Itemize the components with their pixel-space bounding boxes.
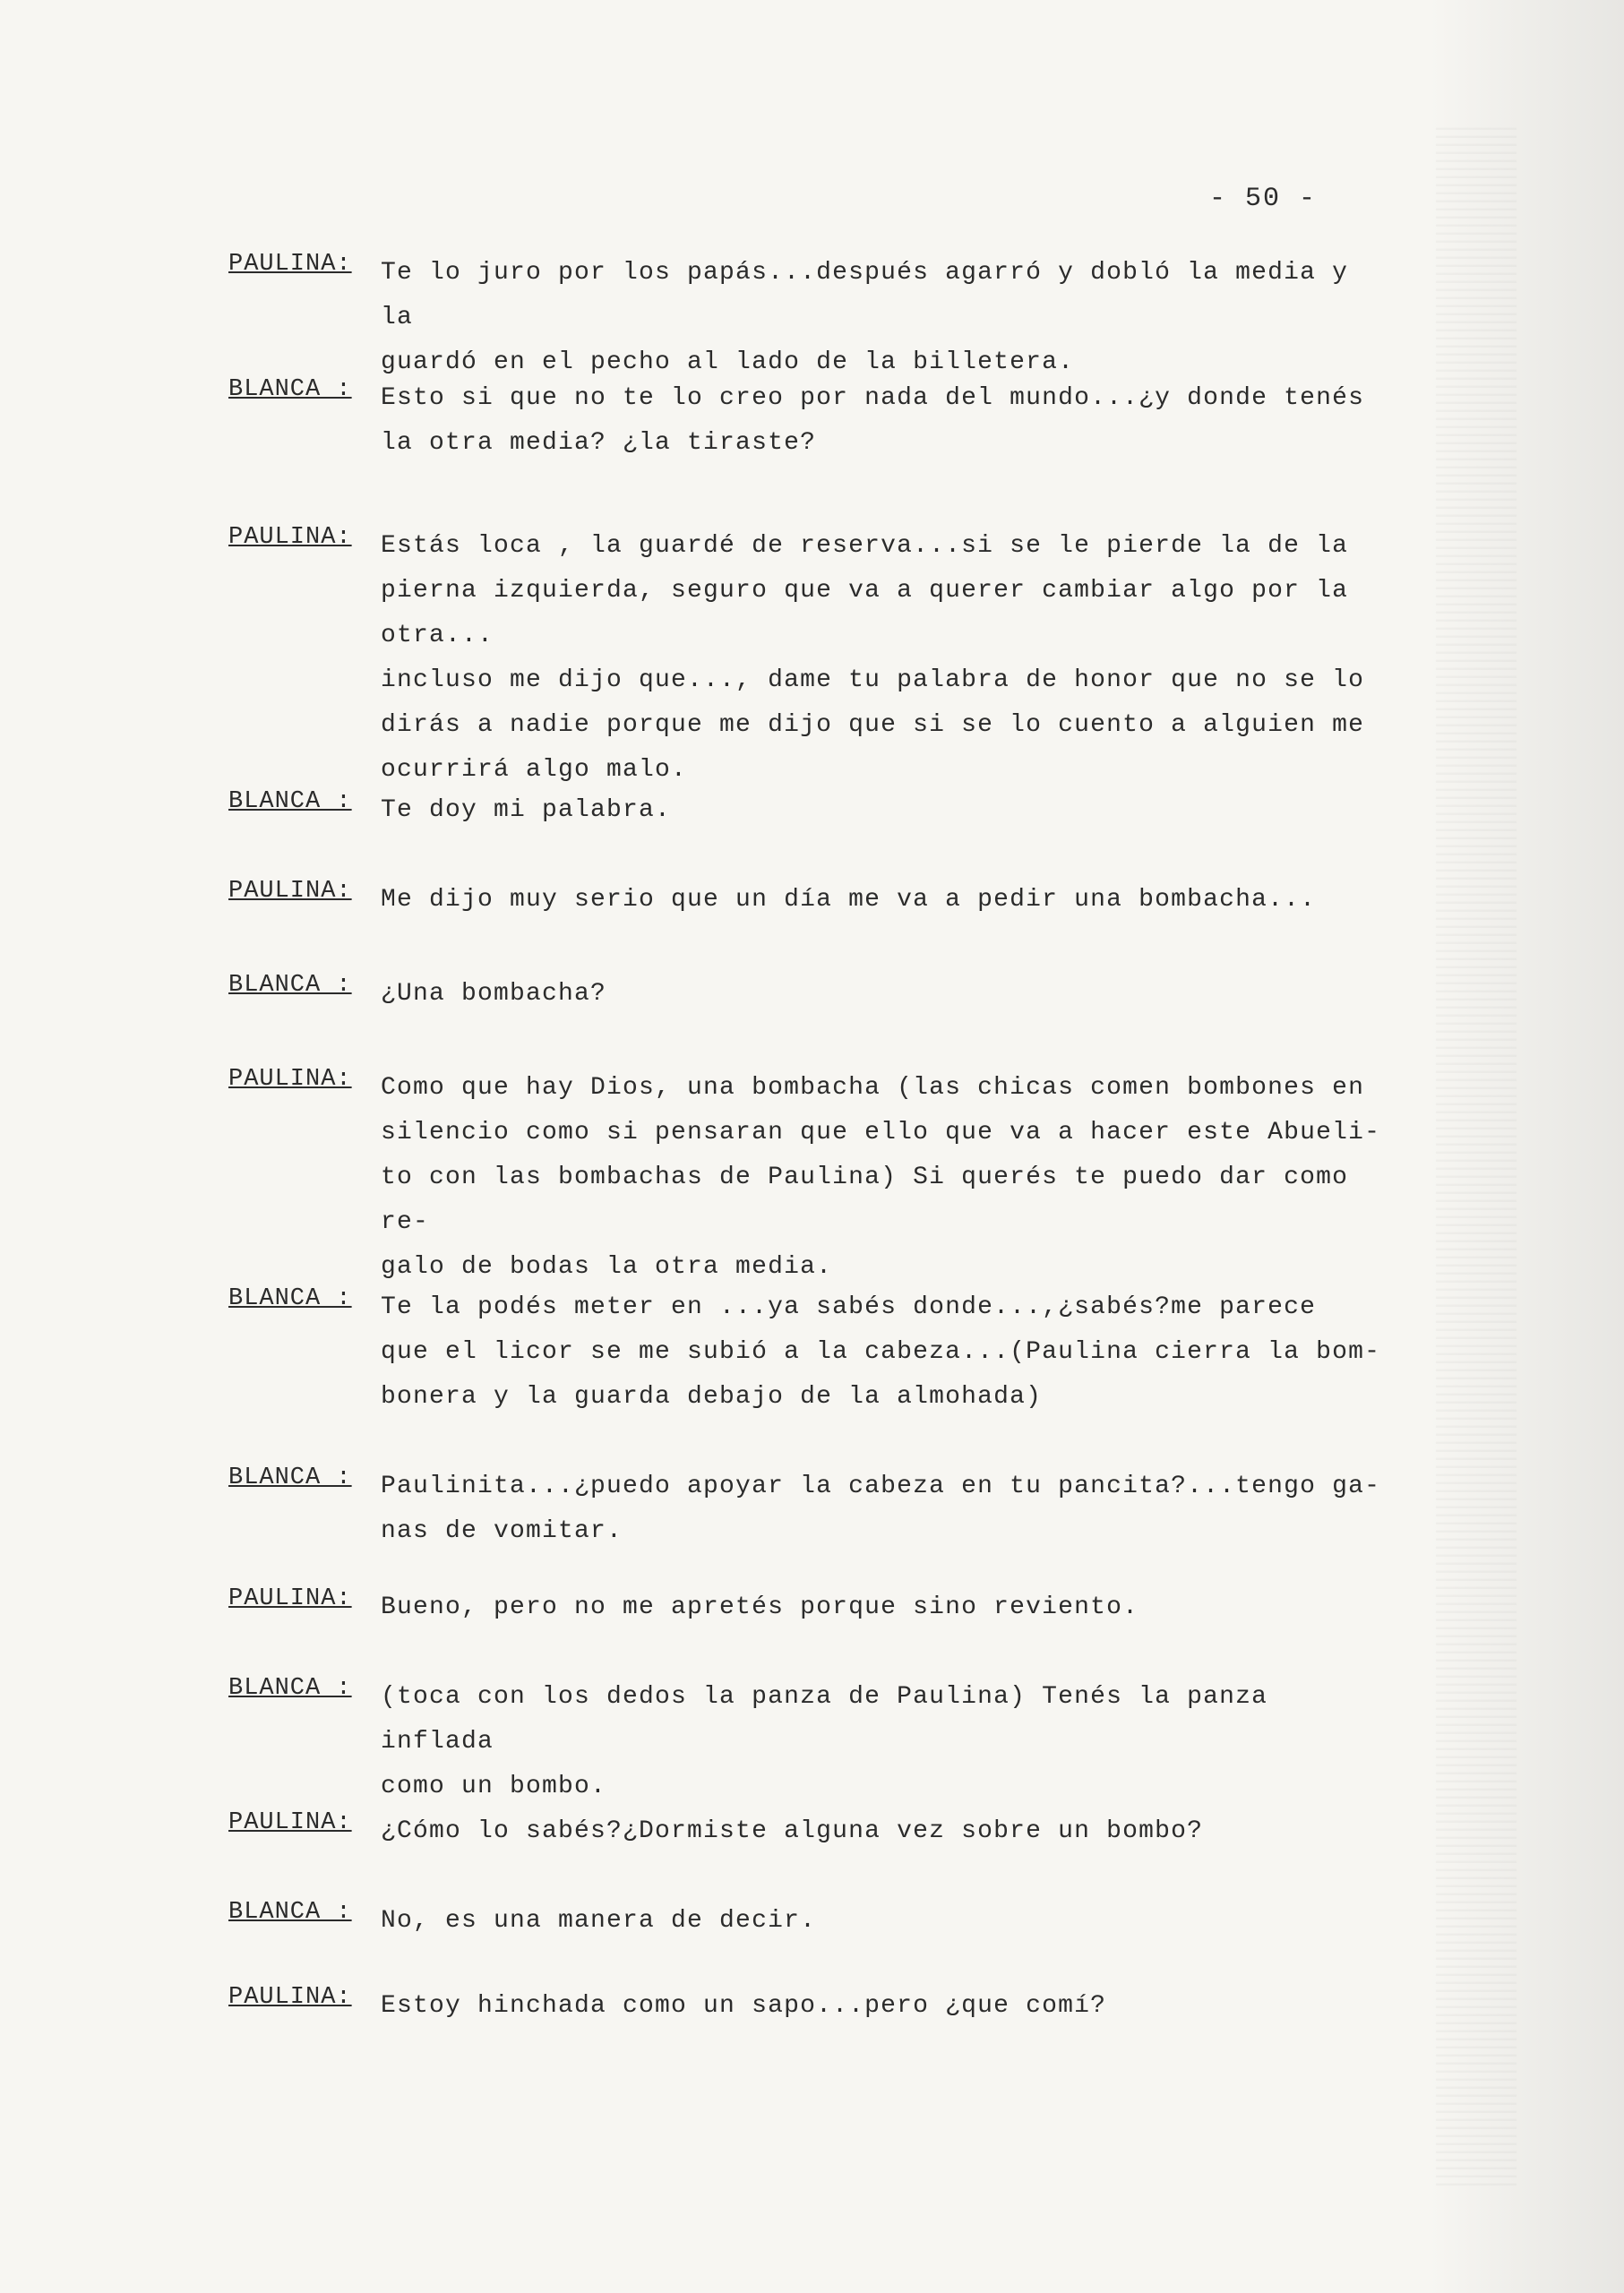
dialogue-text: No, es una manera de decir. xyxy=(381,1907,817,1935)
speaker-label: PAULINA: xyxy=(228,1066,352,1093)
speaker-label: BLANCA : xyxy=(228,788,352,815)
scan-edge-noise xyxy=(1436,125,1517,2186)
page-number: - 50 - xyxy=(1209,184,1318,214)
speaker-label: BLANCA : xyxy=(228,1285,352,1312)
dialogue-text: Te doy mi palabra. xyxy=(381,796,672,824)
speaker-label: BLANCA : xyxy=(228,376,352,403)
dialogue-text: Te lo juro por los papás...después agarró y dobló la media y la guardó en el pecho al lado de la billetera. xyxy=(381,259,1349,376)
dialogue-text: (toca con los dedos la panza de Paulina) Tenés la panza inflada como un bombo. xyxy=(381,1683,1268,1800)
speaker-label: PAULINA: xyxy=(228,878,352,905)
dialogue-text: Me dijo muy serio que un día me va a pedir una bombacha... xyxy=(381,886,1317,914)
speaker-label: PAULINA: xyxy=(228,251,352,278)
speaker-label: PAULINA: xyxy=(228,524,352,551)
dialogue-text: ¿Una bombacha? xyxy=(381,980,607,1008)
speaker-label: BLANCA : xyxy=(228,972,352,999)
dialogue-text: Estoy hinchada como un sapo...pero ¿que comí? xyxy=(381,1992,1107,2020)
speaker-label: PAULINA: xyxy=(228,1984,352,2011)
dialogue-text: ¿Cómo lo sabés?¿Dormiste alguna vez sobre un bombo? xyxy=(381,1817,1204,1845)
speaker-label: BLANCA : xyxy=(228,1464,352,1491)
dialogue-text: Estás loca , la guardé de reserva...si se le pierde la de la pierna izquierda, seguro que va a querer cambiar algo por la otra... incluso me dijo que..., dame tu palabra de honor que no se lo dirás a nadie porque me dijo que si se lo cuento a alguien me ocurrirá algo malo. xyxy=(381,532,1365,784)
speaker-label: BLANCA : xyxy=(228,1675,352,1702)
speaker-label: PAULINA: xyxy=(228,1585,352,1612)
speaker-label: BLANCA : xyxy=(228,1899,352,1926)
dialogue-text: Paulinita...¿puedo apoyar la cabeza en tu pancita?...tengo ga- nas de vomitar. xyxy=(381,1473,1381,1545)
dialogue-text: Bueno, pero no me apretés porque sino reviento. xyxy=(381,1593,1139,1621)
dialogue-text: Esto si que no te lo creo por nada del mundo...¿y donde tenés la otra media? ¿la tiraste? xyxy=(381,384,1365,457)
speaker-label: PAULINA: xyxy=(228,1809,352,1836)
dialogue-text: Como que hay Dios, una bombacha (las chicas comen bombones en silencio como si pensaran que ello que va a hacer este Abueli- to con las bombachas de Paulina) Si querés te puedo dar como re- galo de bodas la otra media. xyxy=(381,1074,1381,1281)
dialogue-text: Te la podés meter en ...ya sabés donde...,¿sabés?me parece que el licor se me subió a la cabeza...(Paulina cierra la bom- bonera y la guarda debajo de la almohada) xyxy=(381,1293,1381,1411)
